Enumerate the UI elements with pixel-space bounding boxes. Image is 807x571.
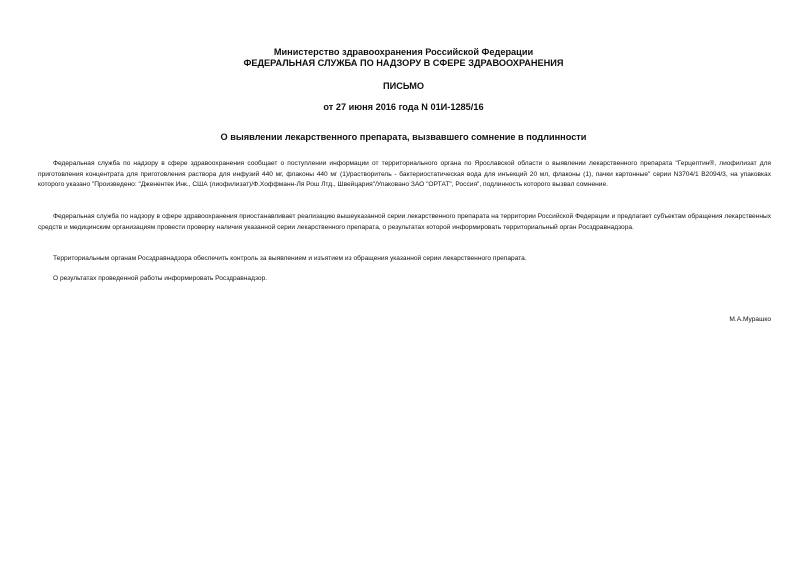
- document-type: ПИСЬМО: [382, 81, 425, 91]
- service-name: ФЕДЕРАЛЬНАЯ СЛУЖБА ПО НАДЗОРУ В СФЕРЕ ЗДРАВООХРАНЕНИЯ: [243, 58, 564, 68]
- body-paragraph-4: О результатах проведенной работы информировать Росздравнадзор.: [53, 275, 268, 282]
- body-paragraph-1: Федеральная служба по надзору в сфере здравоохранения сообщает о поступлении информации от территориального органа по Ярославской области о выявлении лекарственного препарата "Герцептин®, лиофилизат для приготовления концентрата для приготовления раствора для инфузий 440 мг, флаконы 440 мг (1)/растворитель - бактериостатическая вода для инъекций 20 мл, флаконы (1), пачки картонные" серии N3704/1 B2094/3, на упаковках которого указано "Произведено: "Дженентек Инк., США (лиофилизат)/Ф.Хоффманн-Ля Рош Лтд., Швейцария"/Упаковано ЗАО "ОРТАТ", Россия", подлинность которого вызвал сомнение.: [38, 160, 771, 188]
- document-date-number: от 27 июня 2016 года N 01И-1285/16: [323, 102, 484, 112]
- signature: М.А.Мурашко: [729, 316, 771, 323]
- document-title: О выявлении лекарственного препарата, вызвавшего сомнение в подлинности: [220, 132, 587, 142]
- ministry-name: Министерство здравоохранения Российской Федерации: [273, 47, 534, 57]
- body-paragraph-3: Территориальным органам Росздравнадзора обеспечить контроль за выявлением и изъятием из обращения указанной серии лекарственного препарата.: [53, 255, 527, 262]
- body-paragraph-2: Федеральная служба по надзору в сфере здравоохранения приостанавливает реализацию вышеуказанной серии лекарственного препарата на территории Российской Федерации и предлагает субъектам обращения лекарственных средств и медицинским организациям провести проверку наличия указанной серии лекарственного препарата, о результатах которой информировать территориальный орган Росздравнадзора.: [38, 213, 771, 231]
